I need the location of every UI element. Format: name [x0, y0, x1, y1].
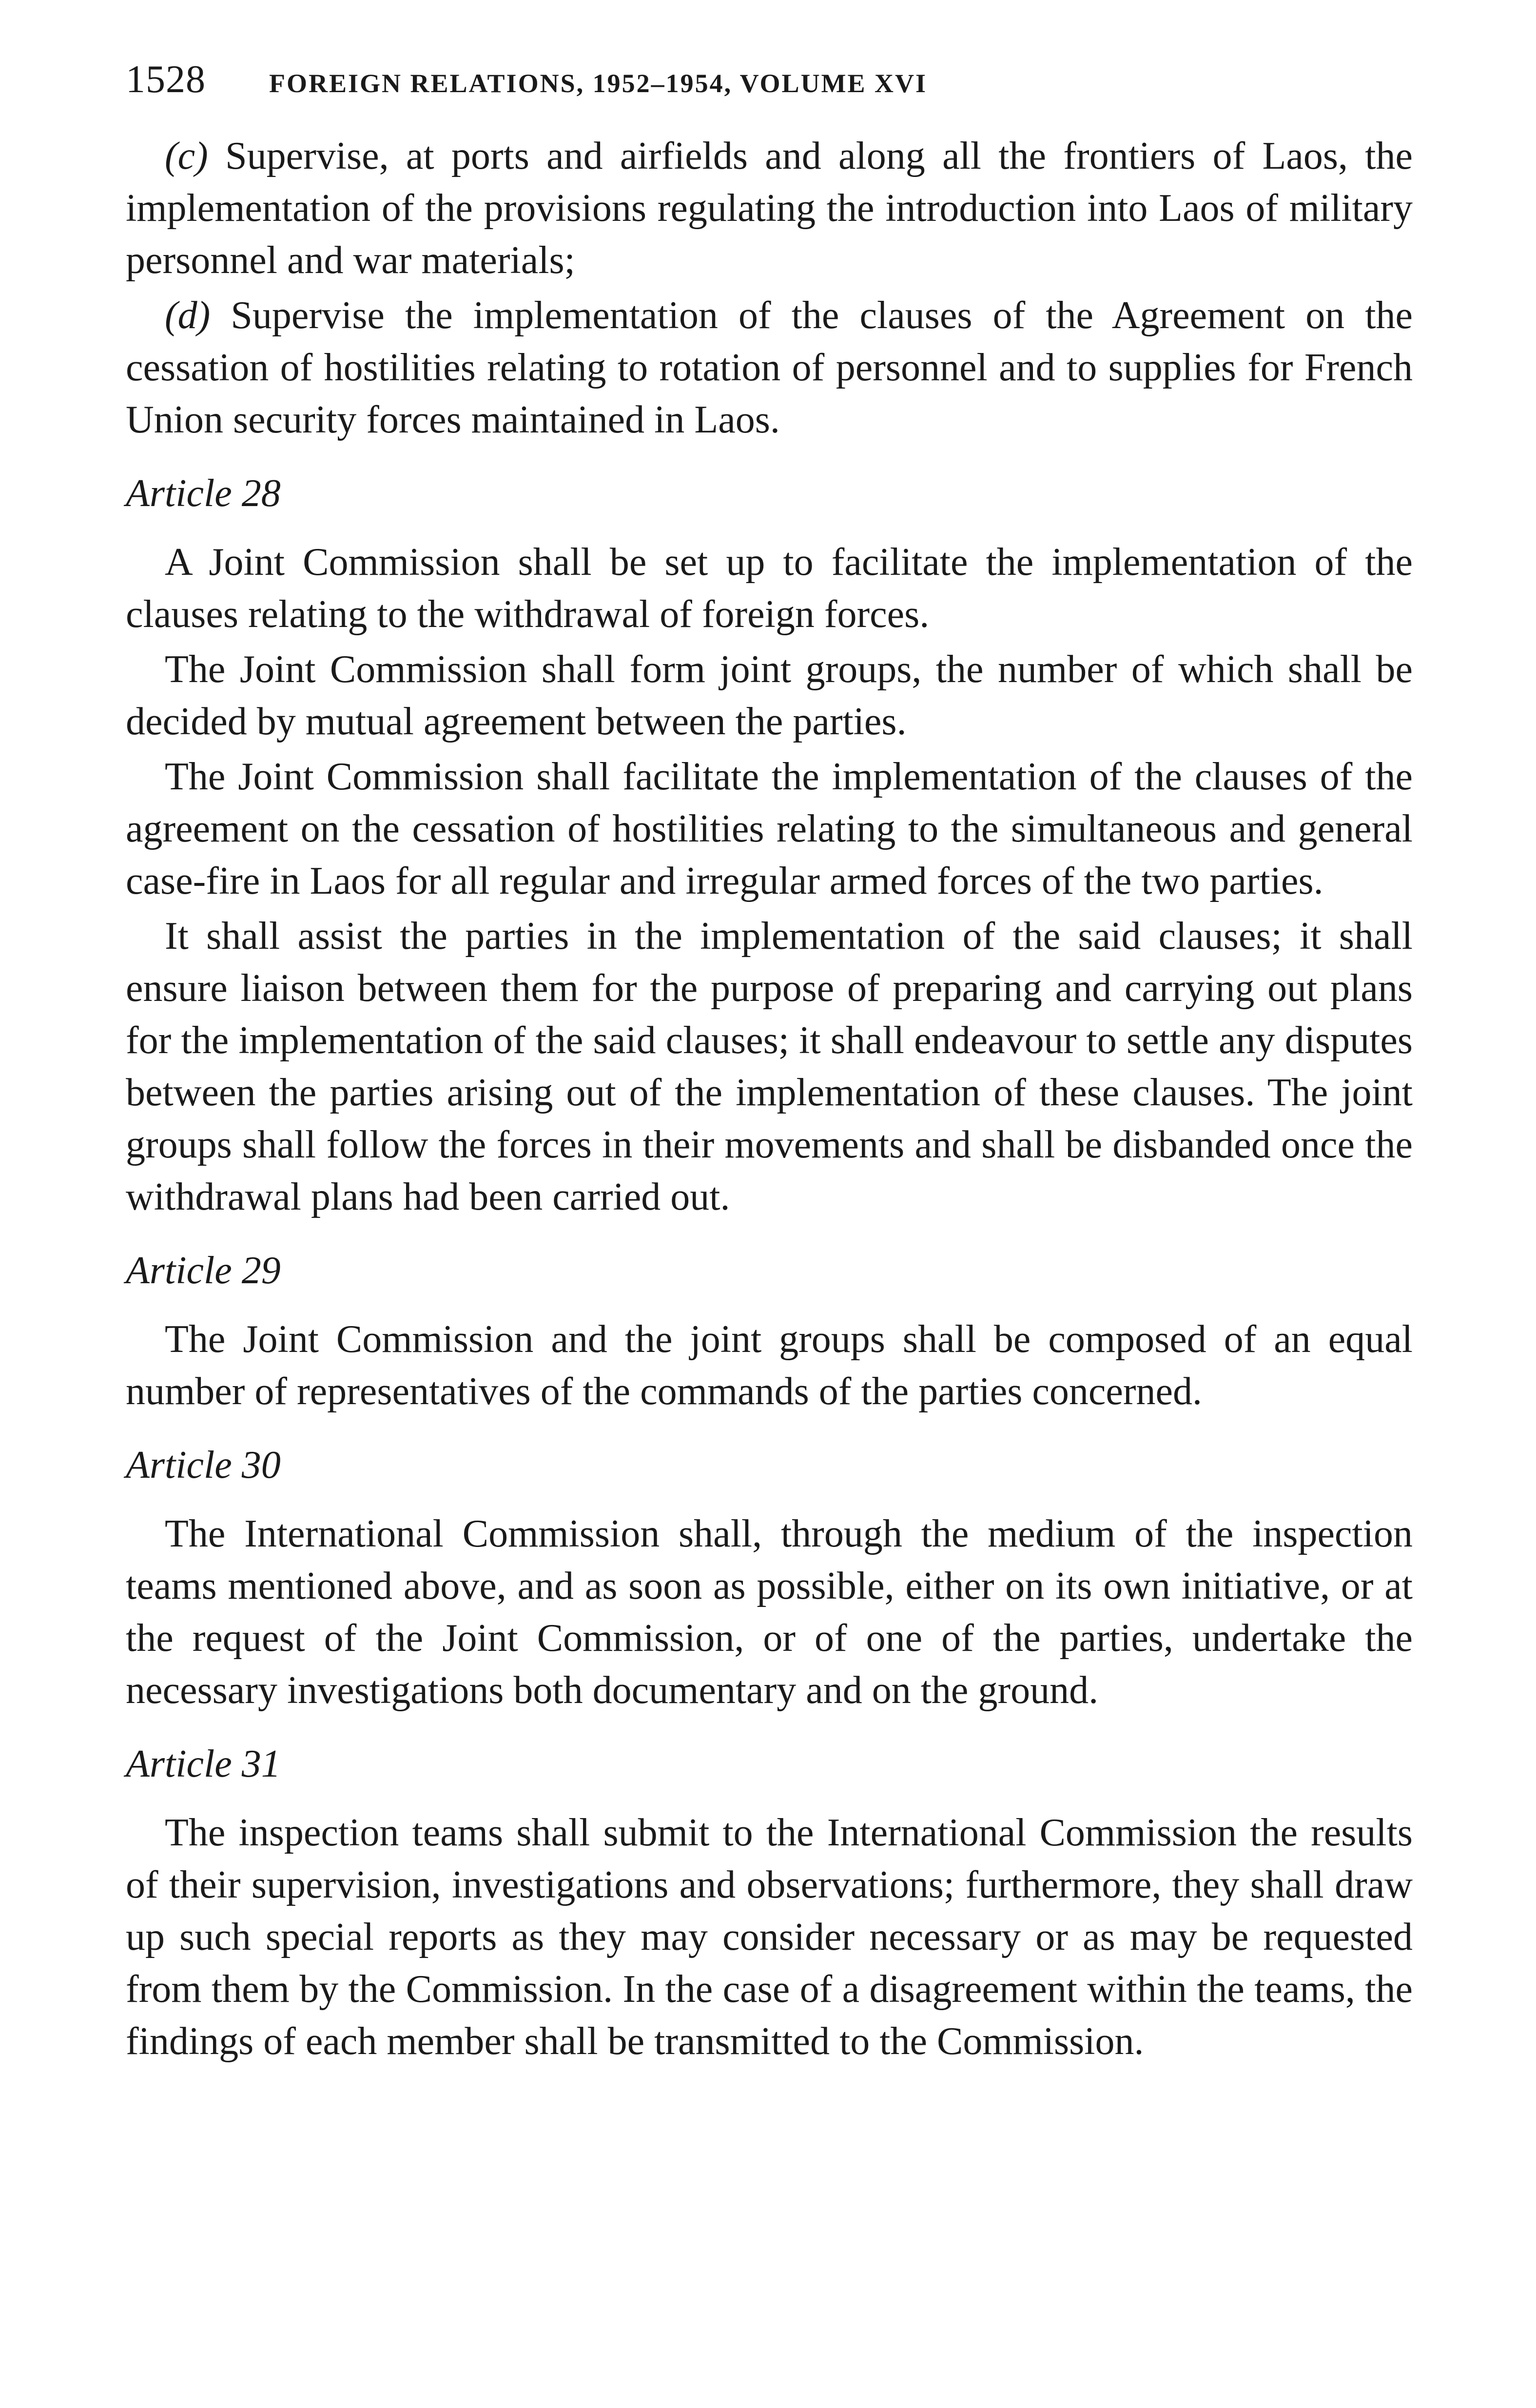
article-28-paragraph-2: The Joint Commission shall form joint groups, the number of which shall be decided by mutual agreement between the parties.: [126, 648, 1413, 743]
article-31-heading: [126, 1738, 1413, 1790]
running-head: [126, 58, 1413, 102]
article-label: Article: [126, 1249, 232, 1292]
article-28-paragraph-1: A Joint Commission shall be set up to facilitate the implementation of the clauses relating to the withdrawal of foreign forces.: [126, 541, 1413, 636]
article-30-heading: [126, 1439, 1413, 1491]
article-31-paragraph-1: The inspection teams shall submit to the International Commission the results of their supervision, investigations and observations; furthermore, they shall draw up such special reports as they may consider necessary or as may be requested from them by the Commission. In the case of a disagreement within the teams, the findings of each member shall be transmitted to the Commission.: [126, 1811, 1413, 2063]
article-label: Article: [126, 1742, 232, 1785]
page-number: 1528: [126, 58, 206, 101]
article-number: 28: [241, 472, 281, 515]
running-head-title: FOREIGN RELATIONS, 1952–1954, VOLUME XVI: [269, 69, 928, 98]
article-30-paragraph-1: The International Commission shall, through the medium of the inspection teams mentioned above, and as soon as possible, either on its own initiative, or at the request of the Joint Commission, or of one of the parties, undertake the necessary investigations both documentary and on the ground.: [126, 1512, 1413, 1712]
item-d: [126, 290, 1413, 446]
item-c: [126, 130, 1413, 287]
item-d-marker: (d): [165, 294, 211, 337]
article-29-paragraph-1: The Joint Commission and the joint groups shall be composed of an equal number of representatives of the commands of the parties concerned.: [126, 1318, 1413, 1413]
item-c-marker: (c): [165, 135, 208, 177]
item-c-text: Supervise, at ports and airfields and along all the frontiers of Laos, the implementation of the provisions regulating the introduction into Laos of military personnel and war materials;: [126, 135, 1413, 282]
item-d-text: Supervise the implementation of the clauses of the Agreement on the cessation of hostilities relating to rotation of personnel and to supplies for French Union security forces maintained in Laos.: [126, 294, 1413, 441]
article-number: 29: [241, 1249, 281, 1292]
article-28-heading: [126, 468, 1413, 520]
article-number: 31: [241, 1742, 281, 1785]
article-28-paragraph-3: The Joint Commission shall facilitate the implementation of the clauses of the agreement on the cessation of hostilities relating to the simultaneous and general case-fire in Laos for all regular and irregular armed forces of the two parties.: [126, 755, 1413, 902]
article-28-paragraph-4: It shall assist the parties in the implementation of the said clauses; it shall ensure liaison between them for the purpose of preparing and carrying out plans for the implementation of the said clauses; it shall endeavour to settle any disputes between the parties arising out of the implementation of these clauses. The joint groups shall follow the forces in their movements and shall be disbanded once the withdrawal plans had been carried out.: [126, 915, 1413, 1218]
article-label: Article: [126, 472, 232, 515]
document-page: [126, 58, 1413, 2071]
article-label: Article: [126, 1444, 232, 1487]
article-29-heading: [126, 1245, 1413, 1297]
article-number: 30: [241, 1444, 281, 1487]
